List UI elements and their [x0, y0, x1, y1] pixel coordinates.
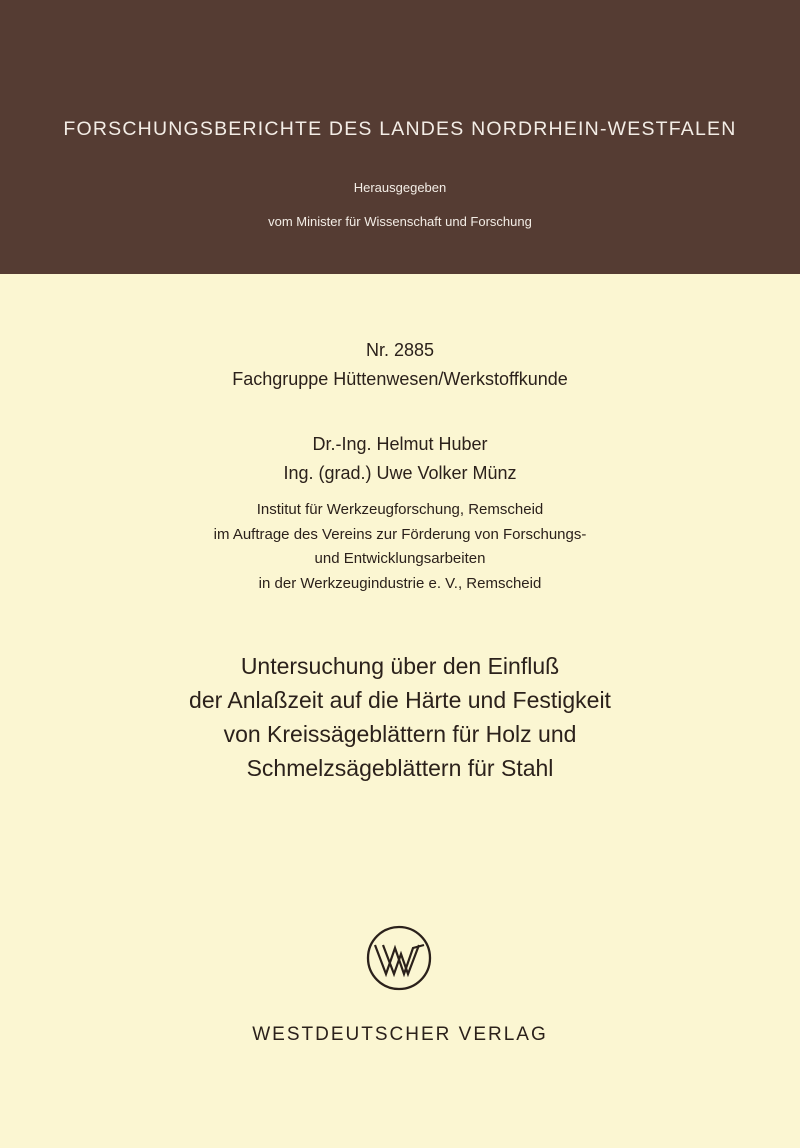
authors-block	[0, 430, 800, 488]
institute-line-1: Institut für Werkzeugforschung, Remscheid	[256, 501, 544, 518]
title-line-1: Untersuchung über den Einfluß	[240, 653, 560, 679]
westdeutscher-verlag-ww-logo-icon	[366, 925, 432, 991]
report-number: Nr. 2885	[365, 340, 435, 360]
ministry-line: vom Minister für Wissenschaft und Forschung	[268, 214, 532, 229]
edited-by-label: Herausgegeben	[353, 180, 447, 195]
institute-line-2: im Auftrage des Vereins zur Förderung von Forschungs-	[213, 525, 587, 543]
subject-group: Fachgruppe Hüttenwesen/Werkstoffkunde	[232, 369, 568, 389]
institute-line-3: und Entwicklungsarbeiten	[314, 550, 486, 567]
title-line-2: der Anlaßzeit auf die Härte und Festigkeit	[189, 687, 611, 713]
header-band	[0, 0, 800, 274]
series-title: FORSCHUNGSBERICHTE DES LANDES NORDRHEIN-WESTFALEN	[63, 118, 737, 140]
institute-block	[0, 498, 800, 596]
institute-line-4: in der Werkzeugindustrie e. V., Remscheid	[258, 574, 542, 592]
title-line-3: von Kreissägeblättern für Holz und	[223, 721, 577, 747]
report-title	[0, 649, 800, 785]
publisher-name: WESTDEUTSCHER VERLAG	[252, 1024, 548, 1045]
report-meta	[0, 336, 800, 394]
title-line-4: Schmelzsägeblättern für Stahl	[246, 755, 554, 781]
author-1: Dr.-Ing. Helmut Huber	[312, 434, 488, 454]
author-2: Ing. (grad.) Uwe Volker Münz	[283, 463, 517, 483]
